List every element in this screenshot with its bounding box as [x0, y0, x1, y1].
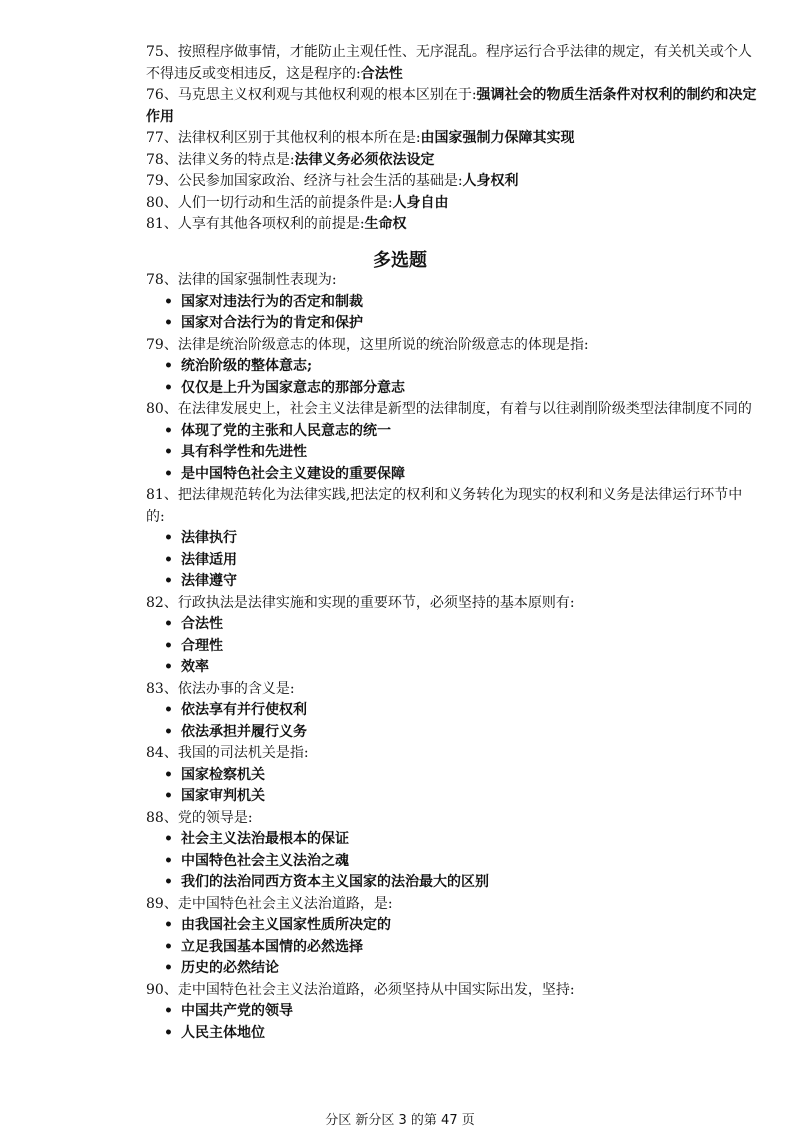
- answer-text: 人身权利: [462, 173, 519, 189]
- answer-text: 合法性: [360, 65, 403, 82]
- question-text: 法律权利区别于其他权利的根本所在是:: [177, 130, 421, 146]
- question-text: 法律的国家强制性表现为:: [177, 272, 337, 288]
- single-question: [146, 42, 758, 85]
- option-list: [146, 421, 758, 486]
- question-number: 90、: [146, 981, 178, 998]
- question-number: 81、: [146, 487, 178, 503]
- question-text: 人们一切行动和生活的前提条件是:: [177, 194, 393, 211]
- question-text: 马克思主义权利观与其他权利观的根本区别在于:: [177, 87, 477, 103]
- question-text: 法律义务的特点是:: [177, 151, 295, 168]
- answer-text: 人身自由: [392, 194, 449, 211]
- option-item: • 效率: [164, 657, 758, 679]
- option-item: • 具有科学性和先进性: [164, 442, 758, 464]
- option-item: • 历史的必然结论: [164, 958, 758, 980]
- question-text: 走中国特色社会主义法治道路，是:: [177, 895, 393, 912]
- option-list: [146, 829, 758, 894]
- option-item: • 仅仅是上升为国家意志的那部分意志: [164, 378, 758, 400]
- question-text: 在法律发展史上，社会主义法律是新型的法律制度，有着与以往剥削阶级类型法律制度不同的: [177, 401, 752, 417]
- option-item: • 依法享有并行使权利: [164, 700, 758, 722]
- option-list: [146, 1001, 758, 1044]
- multi-question: [146, 894, 758, 916]
- option-list: [146, 292, 758, 335]
- option-item: • 法律适用: [164, 550, 758, 572]
- question-number: 83、: [146, 680, 178, 697]
- question-text: 人享有其他各项权利的前提是:: [177, 216, 365, 232]
- question-text: 把法律规范转化为法律实践,把法定的权利和义务转化为现实的权利和义务是法律运行环节中的:: [146, 487, 743, 525]
- question-number: 80、: [146, 401, 178, 417]
- option-item: • 中国特色社会主义法治之魂: [164, 851, 758, 873]
- option-list: [146, 765, 758, 808]
- option-item: • 统治阶级的整体意志;: [164, 356, 758, 378]
- question-number: 77、: [146, 130, 178, 146]
- option-item: • 由我国社会主义国家性质所决定的: [164, 915, 758, 937]
- answer-text: 生命权: [364, 216, 407, 232]
- option-item: • 体现了党的主张和人民意志的统一: [164, 421, 758, 443]
- question-text: 我国的司法机关是指:: [177, 745, 309, 761]
- question-text: 行政执法是法律实施和实现的重要环节，必须坚持的基本原则有:: [177, 594, 575, 611]
- question-number: 78、: [146, 272, 178, 288]
- question-text: 依法办事的含义是:: [177, 680, 295, 697]
- question-number: 89、: [146, 895, 178, 912]
- single-question: [146, 193, 758, 215]
- question-text: 按照程序做事情，才能防止主观任性、无序混乱。程序运行合乎法律的规定，有关机关或个人不得违反或变相违反，这是程序的:: [146, 44, 752, 82]
- option-item: • 法律遵守: [164, 571, 758, 593]
- option-list: [146, 614, 758, 679]
- multi-question: [146, 335, 758, 357]
- option-item: • 中国共产党的领导: [164, 1001, 758, 1023]
- single-choice-list: [146, 42, 758, 236]
- single-question: [146, 85, 758, 128]
- single-question: [146, 171, 758, 193]
- answer-text: 法律义务必须依法设定: [294, 151, 435, 168]
- option-item: • 社会主义法治最根本的保证: [164, 829, 758, 851]
- multiple-choice-list: [146, 270, 758, 1044]
- option-item: • 国家对违法行为的否定和制裁: [164, 292, 758, 314]
- question-number: 78、: [146, 151, 178, 168]
- multi-question: [146, 270, 758, 292]
- question-text: 走中国特色社会主义法治道路，必须坚持从中国实际出发，坚持:: [177, 981, 575, 998]
- option-item: • 人民主体地位: [164, 1023, 758, 1045]
- single-question: [146, 128, 758, 150]
- option-item: • 我们的法治同西方资本主义国家的法治最大的区别: [164, 872, 758, 894]
- single-question: [146, 150, 758, 172]
- option-item: • 法律执行: [164, 528, 758, 550]
- question-number: 79、: [146, 173, 178, 189]
- multi-question: [146, 485, 758, 528]
- section-title: 多选题: [373, 250, 427, 271]
- question-number: 76、: [146, 87, 178, 103]
- option-item: • 国家对合法行为的肯定和保护: [164, 313, 758, 335]
- option-item: • 合理性: [164, 636, 758, 658]
- option-list: [146, 528, 758, 593]
- option-list: [146, 356, 758, 399]
- question-number: 88、: [146, 809, 178, 826]
- answer-text: 由国家强制力保障其实现: [420, 130, 575, 146]
- option-list: [146, 915, 758, 980]
- option-item: • 是中国特色社会主义建设的重要保障: [164, 464, 758, 486]
- multi-question: [146, 399, 758, 421]
- question-number: 79、: [146, 336, 178, 353]
- question-number: 75、: [146, 44, 178, 60]
- option-list: [146, 700, 758, 743]
- question-text: 党的领导是:: [177, 809, 253, 826]
- page-footer: 分区 新分区 3 的第 47 页: [325, 1113, 475, 1128]
- question-number: 81、: [146, 216, 178, 232]
- multi-question: [146, 980, 758, 1002]
- option-item: • 国家检察机关: [164, 765, 758, 787]
- question-number: 84、: [146, 745, 178, 761]
- option-item: • 合法性: [164, 614, 758, 636]
- question-text: 公民参加国家政治、经济与社会生活的基础是:: [177, 173, 463, 189]
- multi-question: [146, 743, 758, 765]
- option-item: • 依法承担并履行义务: [164, 722, 758, 744]
- multi-question: [146, 593, 758, 615]
- multi-question: [146, 679, 758, 701]
- question-text: 法律是统治阶级意志的体现，这里所说的统治阶级意志的体现是指:: [177, 336, 589, 353]
- question-number: 82、: [146, 594, 178, 611]
- question-number: 80、: [146, 194, 178, 211]
- single-question: [146, 214, 758, 236]
- option-item: • 国家审判机关: [164, 786, 758, 808]
- option-item: • 立足我国基本国情的必然选择: [164, 937, 758, 959]
- answer-text: 强调社会的物质生活条件对权利的制约和决定作用: [146, 87, 757, 125]
- multi-question: [146, 808, 758, 830]
